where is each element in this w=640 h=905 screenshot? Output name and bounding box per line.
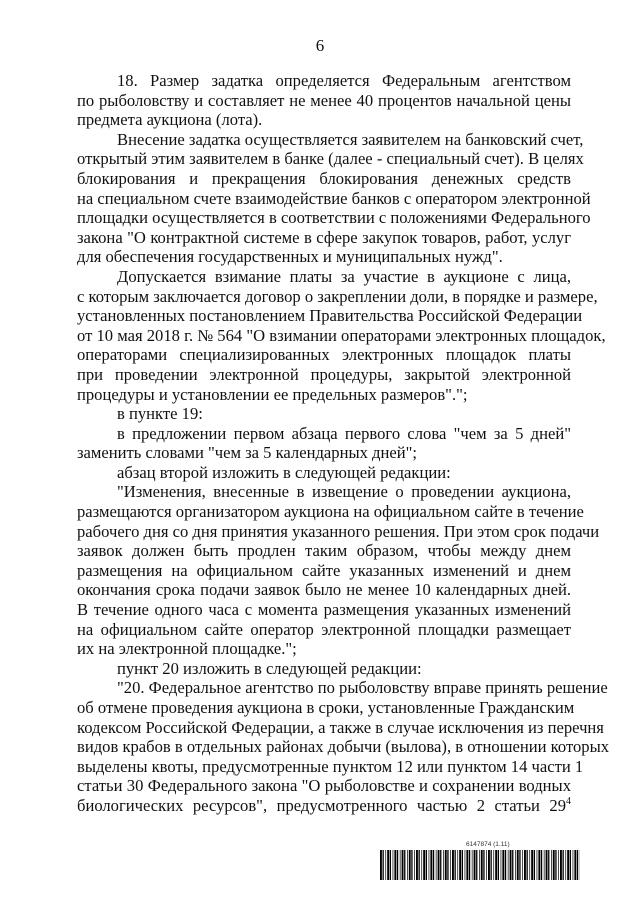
text-line: размещаются организатором аукциона на официальном сайте в течение [77,502,584,522]
text-line: процедуры и установлении ее предельных размеров"."; [77,384,468,404]
text-line: на специальном счете взаимодействие банков с оператором электронной [77,188,591,208]
text-line: от 10 мая 2018 г. № 564 "О взимании операторами электронных площадок, [77,325,606,345]
text-line: размещения на официальном сайте указанных изменений и днем [77,560,571,580]
text-line: "20. Федеральное агентство по рыболовству вправе принять решение [117,678,608,698]
text-line: закона "О контрактной системе в сфере закупок товаров, работ, услуг [77,227,571,247]
text-line: в предложении первом абзаца первого слова "чем за 5 дней" [117,423,571,443]
text-line: для обеспечения государственных и муниципальных нужд". [77,247,503,267]
text-line: с которым заключается договор о закреплении доли, в порядке и размере, [77,286,598,306]
text-line: заявок должен быть продлен таким образом, чтобы между днем [77,541,571,561]
text-line: операторами специализированных электронных площадок платы [77,345,571,365]
text-line: Внесение задатка осуществляется заявителем на банковский счет, [117,129,584,149]
text-line: "Изменения, внесенные в извещение о проведении аукциона, [117,482,571,502]
text-line: по рыболовству и составляет не менее 40 процентов начальной цены [77,90,571,110]
text-line: биологических ресурсов", предусмотренного частью 2 статьи $29^4$ [77,795,571,815]
text-line: статьи 30 Федерального закона "О рыболовстве и сохранении водных [77,776,571,796]
text-line: об отмене проведения аукциона в сроки, установленные Гражданским [77,698,575,717]
text-line: Допускается взимание платы за участие в аукционе с лица, [117,266,571,286]
text-line: при проведении электронной процедуры, закрытой электронной [77,364,571,384]
text-line: в пункте 19: [117,404,203,424]
text-line: открытый этим заявителем в банке (далее - специальный счет). В целях [77,149,584,169]
text-line: предмета аукциона (лота). [77,110,263,130]
text-line: заменить словами "чем за 5 календарных дней"; [77,443,417,463]
text-line: кодексом Российской Федерации, а также в случае исключения из перечня [77,717,604,737]
text-line: выделены квоты, предусмотренные пунктом 12 или пунктом 14 части 1 [77,756,584,776]
text-line: абзац второй изложить в следующей редакции: [117,462,451,482]
text-line: В течение одного часа с момента размещения указанных изменений [77,600,571,620]
superscript: 4 [566,795,571,807]
text-line: установленных постановлением Правительства Российской Федерации [77,306,583,326]
text-line: площадки осуществляется в соответствии с положениями Федерального [77,208,591,228]
text-line: пункт 20 изложить в следующей редакции: [117,658,422,678]
text-line: 18. Размер задатка определяется Федеральным агентством [117,71,571,90]
text-line: их на электронной площадке."; [77,639,297,659]
text-line: на официальном сайте оператор электронной площадки размещает [77,619,571,639]
text-line: блокирования и прекращения блокирования денежных средств [77,168,571,188]
page-number: 6 [315,36,325,55]
barcode [380,850,580,880]
document-code: 6147874 (1.11) [466,841,510,848]
text-line: окончания срока подачи заявок было не менее 10 календарных дней. [77,580,571,600]
text-line: видов крабов в отдельных районах добычи (вылова), в отношении которых [77,737,610,757]
document-body [77,71,610,816]
text-line: рабочего дня со дня принятия указанного решения. При этом срок подачи [77,521,600,541]
